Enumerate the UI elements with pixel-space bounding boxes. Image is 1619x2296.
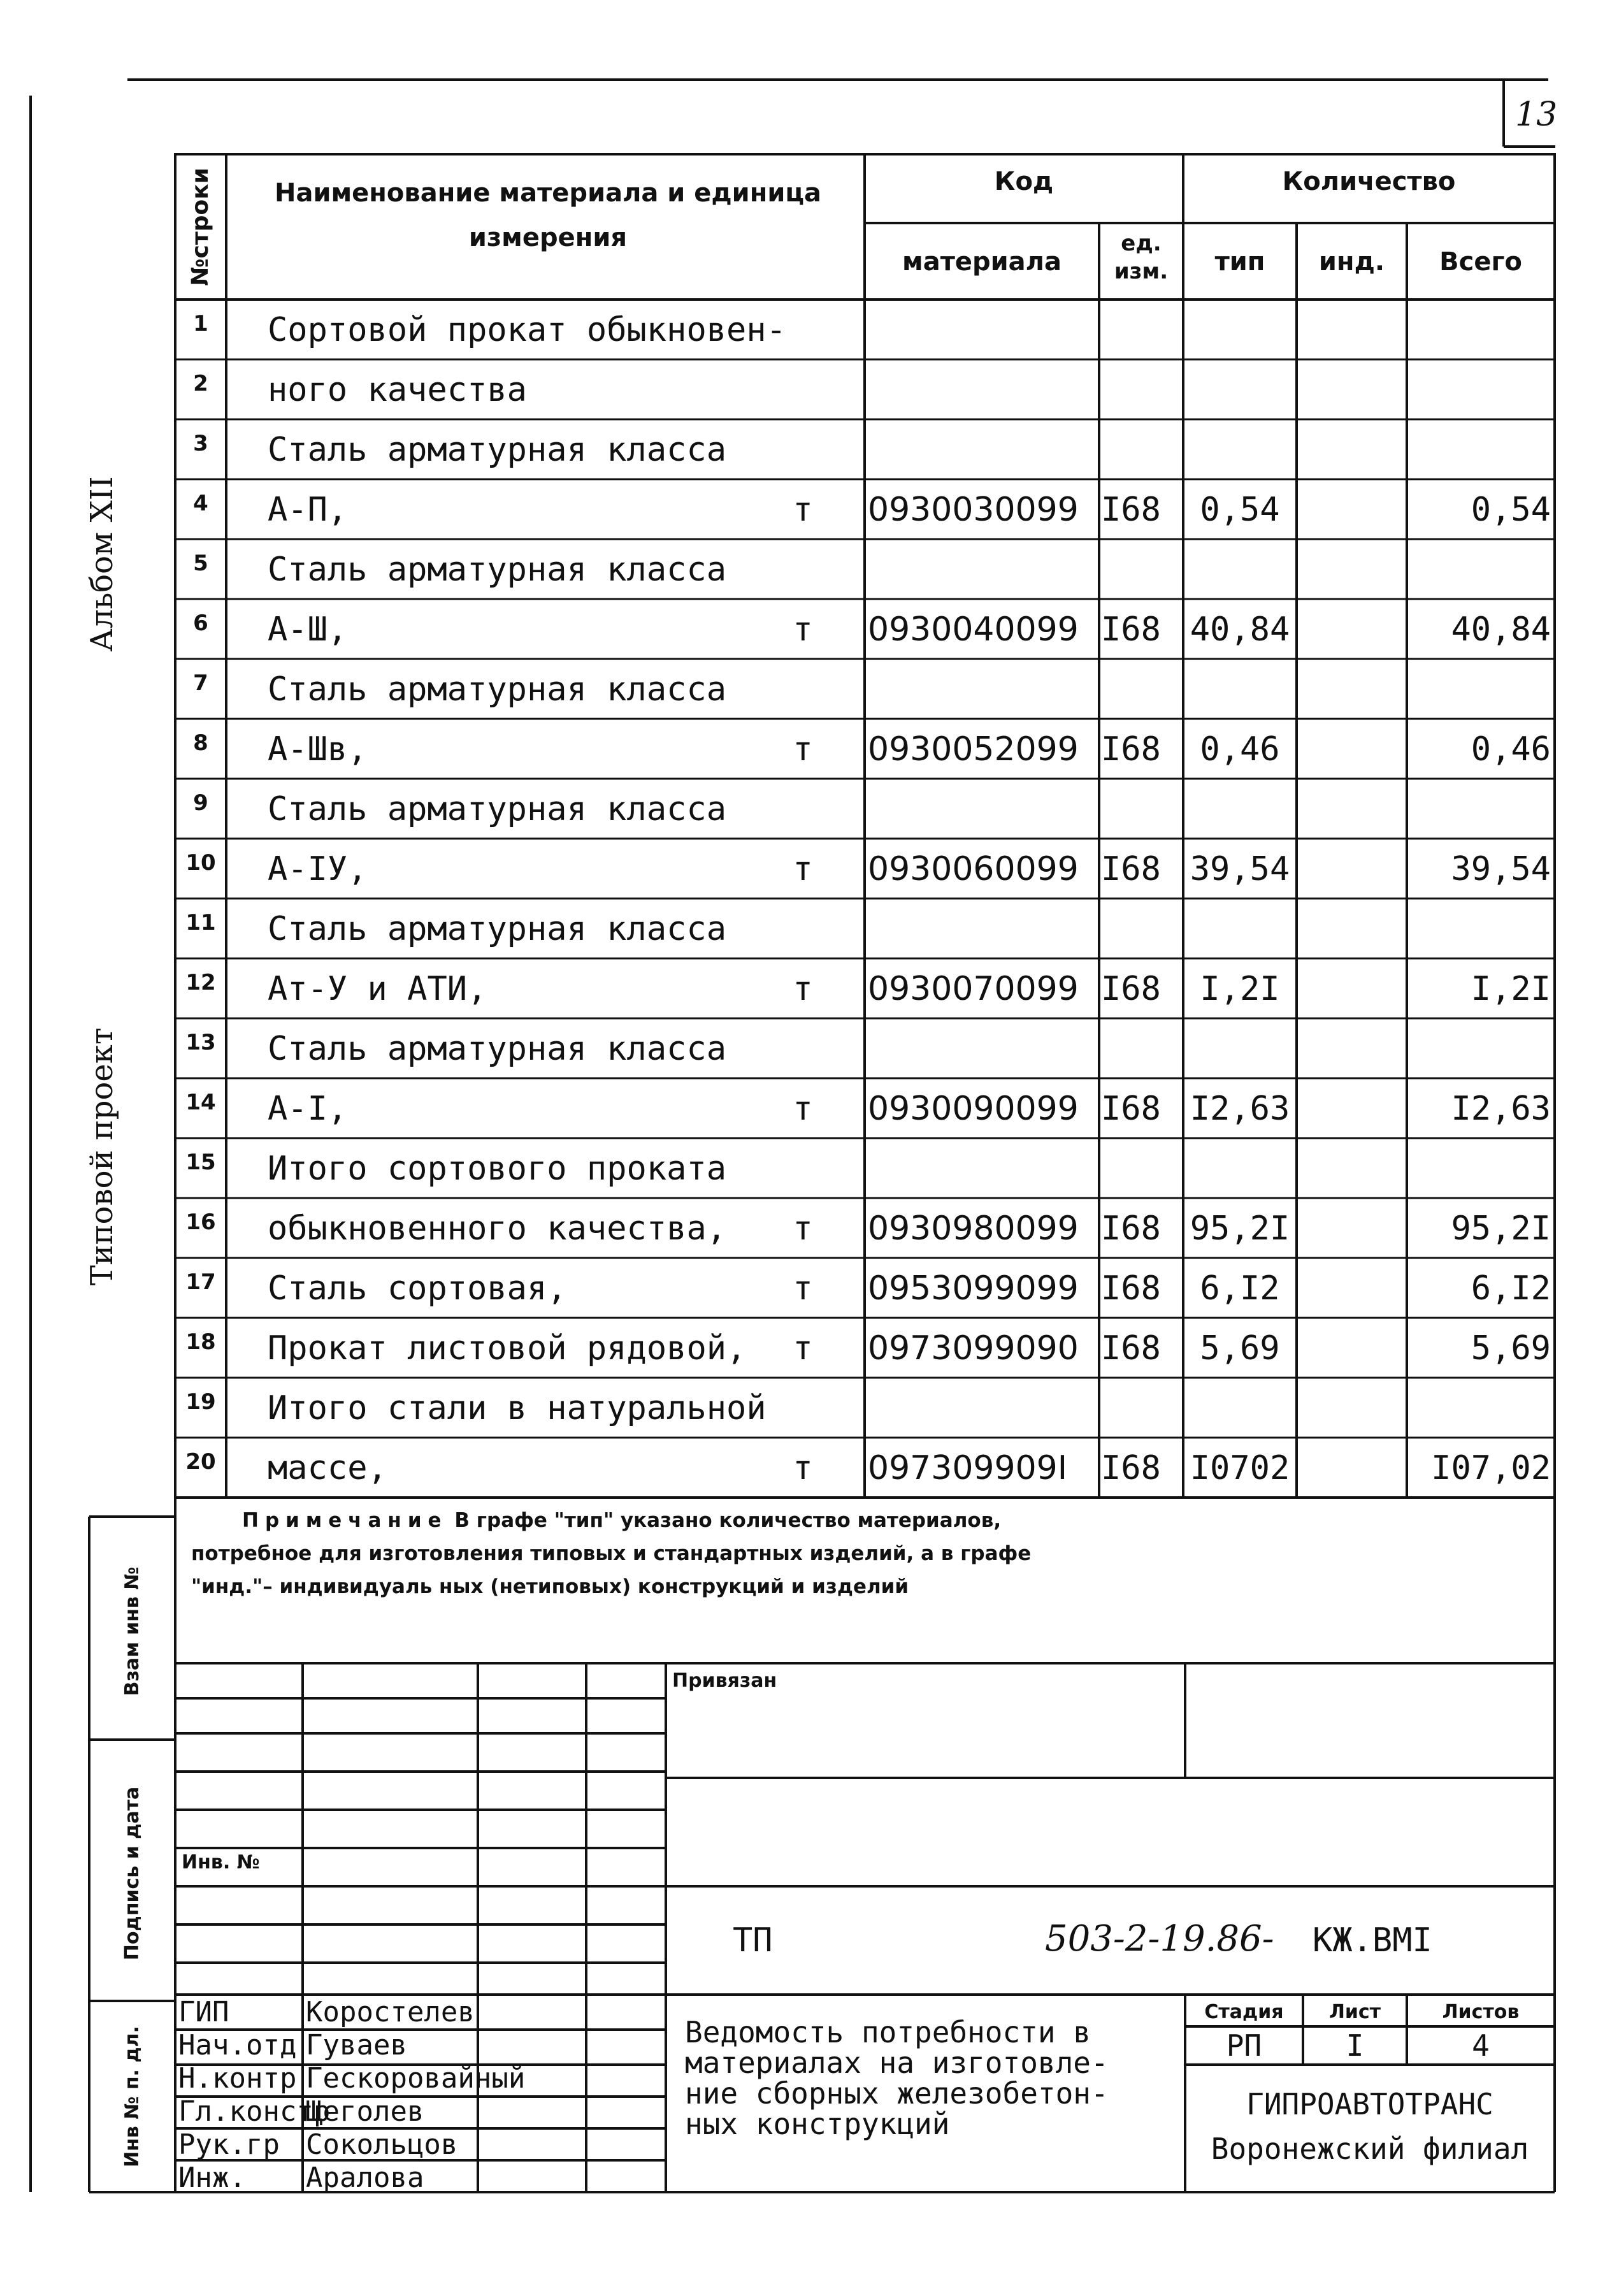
branch-name: Воронежский филиал bbox=[1211, 2132, 1529, 2166]
header-code-unit: ед. изм. bbox=[1114, 231, 1169, 284]
row-number: 1 bbox=[193, 311, 208, 336]
sheet-number: 13 bbox=[1515, 96, 1558, 134]
signer-name: Гуваев bbox=[306, 2029, 407, 2061]
material-code: 0930090099 bbox=[868, 1090, 1079, 1128]
signer-role: Гл.констр bbox=[178, 2095, 331, 2128]
org-name: ГИПРОАВТОТРАНС bbox=[1246, 2087, 1493, 2121]
doc-title bbox=[685, 2017, 1109, 2139]
table-note bbox=[191, 1504, 1115, 1603]
signer-name: Коростелев bbox=[306, 1996, 475, 2028]
material-name: Итого сортового проката bbox=[268, 1150, 727, 1188]
doc-title-line: Ведомость потребности в bbox=[685, 2015, 1091, 2049]
inv-no-label: Инв. № bbox=[182, 1851, 260, 1874]
header-qty-ind: инд. bbox=[1318, 247, 1385, 277]
podpis-label: Подпись и дата bbox=[121, 1786, 143, 1961]
material-code: 0930060099 bbox=[868, 850, 1079, 888]
signer-role: Инж. bbox=[178, 2162, 246, 2194]
row-number: 18 bbox=[185, 1329, 216, 1355]
unit-code: I68 bbox=[1101, 730, 1161, 769]
unit-code: I68 bbox=[1101, 1209, 1161, 1248]
header-qty-group: Количество bbox=[1282, 167, 1456, 196]
row-number: 11 bbox=[185, 910, 216, 935]
signer-role: Н.контр bbox=[178, 2062, 297, 2095]
project-label: Типовой проект bbox=[84, 1027, 120, 1286]
inv-label: Инв № п. дл. bbox=[121, 2026, 143, 2167]
unit-symbol: т bbox=[793, 491, 813, 529]
doc-title-line: материалах на изготовле- bbox=[685, 2046, 1109, 2080]
qty-type: 0,54 bbox=[1200, 491, 1280, 529]
signer-role: Нач.отд bbox=[178, 2029, 297, 2061]
row-number: 4 bbox=[193, 491, 208, 516]
row-number: 19 bbox=[185, 1389, 216, 1415]
header-code-group: Код bbox=[994, 167, 1054, 196]
row-number: 16 bbox=[185, 1209, 216, 1235]
material-code: 0973099090 bbox=[868, 1329, 1079, 1368]
row-number: 12 bbox=[185, 970, 216, 995]
material-name: обыкновенного качества, bbox=[268, 1209, 727, 1248]
material-code: 097309909I bbox=[868, 1449, 1068, 1487]
unit-symbol: т bbox=[793, 1209, 813, 1248]
unit-symbol: т bbox=[793, 850, 813, 888]
sheets-label: Листов bbox=[1442, 2001, 1520, 2023]
material-name: Итого стали в натуральной bbox=[268, 1389, 766, 1427]
doc-title-line: ние сборных железобетон- bbox=[685, 2076, 1109, 2111]
material-name: А-IУ, bbox=[268, 850, 368, 888]
row-number: 6 bbox=[193, 610, 208, 636]
unit-symbol: т bbox=[793, 1269, 813, 1308]
sheet-label: Лист bbox=[1328, 2001, 1381, 2023]
material-name: Сталь арматурная класса bbox=[268, 790, 727, 828]
unit-code: I68 bbox=[1101, 970, 1161, 1008]
doc-suffix: КЖ.ВМI bbox=[1313, 1921, 1432, 1960]
qty-total: 5,69 bbox=[1471, 1329, 1551, 1368]
row-number: 7 bbox=[193, 670, 208, 696]
header-row-no: №строки bbox=[187, 168, 213, 286]
material-name: Прокат листовой рядовой, bbox=[268, 1329, 747, 1368]
unit-code: I68 bbox=[1101, 1329, 1161, 1368]
material-name: Сталь арматурная класса bbox=[268, 910, 727, 948]
material-code: 0930980099 bbox=[868, 1209, 1079, 1248]
signer-name: Сокольцов bbox=[306, 2128, 458, 2161]
material-name: А-I, bbox=[268, 1090, 348, 1128]
qty-total: I,2I bbox=[1471, 970, 1551, 1008]
material-name: массе, bbox=[268, 1449, 387, 1487]
row-number: 8 bbox=[193, 730, 208, 756]
signer-name: Щеголев bbox=[306, 2095, 424, 2128]
material-code: 0930070099 bbox=[868, 970, 1079, 1008]
qty-type: 40,84 bbox=[1190, 610, 1290, 649]
unit-symbol: т bbox=[793, 1090, 813, 1128]
unit-code: I68 bbox=[1101, 1449, 1161, 1487]
header-qty-type: тип bbox=[1214, 247, 1265, 277]
qty-total: 0,54 bbox=[1471, 491, 1551, 529]
material-name: ного качества bbox=[268, 371, 527, 409]
material-name: Сортовой прокат обыкновен- bbox=[268, 311, 786, 349]
qty-total: 95,2I bbox=[1451, 1209, 1551, 1248]
row-number: 3 bbox=[193, 431, 208, 456]
qty-total: I2,63 bbox=[1451, 1090, 1551, 1128]
doc-code: 503-2-19.86- bbox=[1045, 1918, 1274, 1960]
qty-type: 0,46 bbox=[1200, 730, 1280, 769]
material-name: А-Ш, bbox=[268, 610, 348, 649]
signer-role: ГИП bbox=[178, 1996, 229, 2028]
unit-symbol: т bbox=[793, 970, 813, 1008]
unit-symbol: т bbox=[793, 1449, 813, 1487]
unit-code: I68 bbox=[1101, 850, 1161, 888]
qty-total: 0,46 bbox=[1471, 730, 1551, 769]
header-qty-total: Всего bbox=[1439, 247, 1522, 277]
row-number: 9 bbox=[193, 790, 208, 816]
qty-type: I2,63 bbox=[1190, 1090, 1290, 1128]
qty-total: I07,02 bbox=[1431, 1449, 1551, 1487]
material-code: 0953099099 bbox=[868, 1269, 1079, 1308]
unit-code: I68 bbox=[1101, 610, 1161, 649]
note-lead: Примечание bbox=[242, 1509, 448, 1532]
material-name: Сталь сортовая, bbox=[268, 1269, 567, 1308]
sheets-value: 4 bbox=[1472, 2028, 1490, 2063]
material-name: А-П, bbox=[268, 491, 348, 529]
note-text: В графе "тип" указано количество материалов, потребное для изготовления типовых и стандартных изделий, а в графе "инд."– индивидуаль ных (нетиповых) конструкций и изделий bbox=[191, 1509, 1032, 1598]
qty-type: 6,I2 bbox=[1200, 1269, 1280, 1308]
album-label: Альбом XII bbox=[84, 476, 120, 652]
material-name: Сталь арматурная класса bbox=[268, 551, 727, 589]
row-number: 15 bbox=[185, 1150, 216, 1175]
row-number: 14 bbox=[185, 1090, 216, 1115]
signer-role: Рук.гр bbox=[178, 2128, 280, 2161]
header-code-material: материала bbox=[902, 247, 1061, 277]
privyazan-label: Привязан bbox=[672, 1670, 777, 1692]
material-name: Сталь арматурная класса bbox=[268, 431, 727, 469]
qty-total: 6,I2 bbox=[1471, 1269, 1551, 1308]
tp-label: ТП bbox=[733, 1921, 773, 1960]
row-number: 10 bbox=[185, 850, 216, 876]
qty-type: I0702 bbox=[1190, 1449, 1290, 1487]
qty-total: 39,54 bbox=[1451, 850, 1551, 888]
unit-code: I68 bbox=[1101, 491, 1161, 529]
unit-code: I68 bbox=[1101, 1269, 1161, 1308]
stage-label: Стадия bbox=[1204, 2001, 1284, 2023]
material-code: 0930040099 bbox=[868, 610, 1079, 649]
unit-symbol: т bbox=[793, 1329, 813, 1368]
signer-name: Гескоровайный bbox=[306, 2062, 526, 2095]
sheet-value: I bbox=[1346, 2028, 1364, 2063]
unit-code: I68 bbox=[1101, 1090, 1161, 1128]
qty-total: 40,84 bbox=[1451, 610, 1551, 649]
qty-type: 95,2I bbox=[1190, 1209, 1290, 1248]
material-name: Сталь арматурная класса bbox=[268, 1030, 727, 1068]
unit-symbol: т bbox=[793, 730, 813, 769]
qty-type: I,2I bbox=[1200, 970, 1280, 1008]
unit-symbol: т bbox=[793, 610, 813, 649]
material-code: 0930052099 bbox=[868, 730, 1079, 769]
doc-title-line: ных конструкций bbox=[685, 2107, 950, 2141]
material-code: 0930030099 bbox=[868, 491, 1079, 529]
material-name: Сталь арматурная класса bbox=[268, 670, 727, 709]
material-name: Ат-У и АТИ, bbox=[268, 970, 487, 1008]
qty-type: 39,54 bbox=[1190, 850, 1290, 888]
row-number: 5 bbox=[193, 551, 208, 576]
material-name: А-Шв, bbox=[268, 730, 368, 769]
header-name: Наименование материала и единица измерения bbox=[274, 178, 822, 252]
row-number: 13 bbox=[185, 1030, 216, 1055]
row-number: 2 bbox=[193, 371, 208, 396]
stage-value: РП bbox=[1226, 2028, 1262, 2063]
signer-name: Аралова bbox=[306, 2162, 424, 2194]
qty-type: 5,69 bbox=[1200, 1329, 1280, 1368]
row-number: 17 bbox=[185, 1269, 216, 1295]
vzam-label: Взам инв № bbox=[121, 1566, 143, 1696]
row-number: 20 bbox=[185, 1449, 216, 1475]
